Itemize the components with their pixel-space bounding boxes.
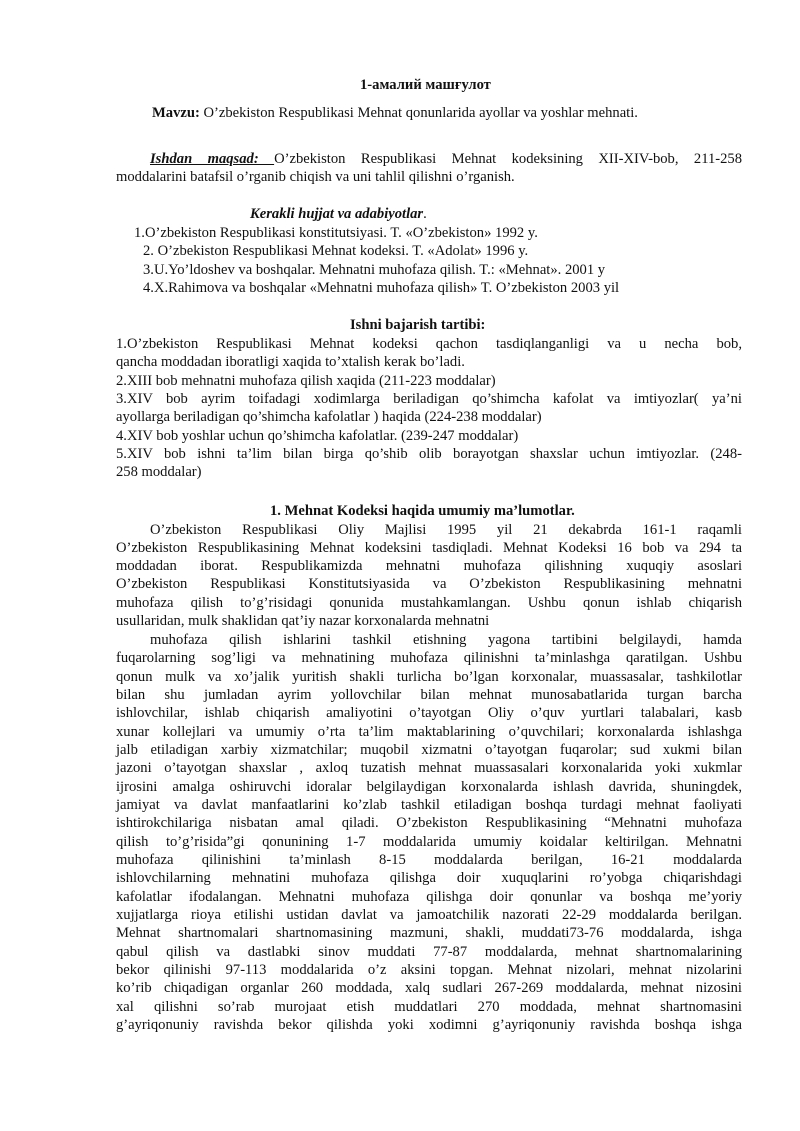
maqsad-line-2: moddalarini batafsil o’rganib chiqish va uni tahlil qilishni o’rganish.	[116, 169, 515, 185]
mavzu-text: O’zbekiston Respublikasi Mehnat qonunlarida ayollar va yoshlar mehnati.	[199, 105, 638, 121]
order-line: 5.XIV bob ishni ta’lim bilan birga qo’shib olib borayotgan shaxslar uchun imtiyozlar. (248-	[116, 446, 742, 462]
body-line: ishtirokchilariga nisbatan amal qiladi. O’zbekiston Respublikasining “Mehnatni muhofaza	[116, 815, 742, 831]
body-line: O’zbekiston Respublikasining Mehnat kodeksini tasdiqladi. Mehnat Kodeksi 16 bob va 294 ta	[116, 540, 742, 556]
order-title: Ishni bajarish tartibi:	[350, 317, 486, 333]
body-line: jazoni o’tayotgan shaxslar , axloq tuzatish mehnat muassasalari korxonalarida yoki xukmlar	[116, 760, 742, 776]
body-line: O’zbekiston Respublikasi Oliy Majlisi 1995 yil 21 dekabrda 161-1 raqamli	[150, 522, 742, 538]
body-line: xujjatlarga rioya etilishi ustidan davlat va jamoatchilik nazorati 22-29 moddalarda berilgan.	[116, 907, 742, 923]
literature-item: 2. O’zbekiston Respublikasi Mehnat kodeksi. T. «Adolat» 1996 y.	[143, 243, 529, 259]
order-line: 1.O’zbekiston Respublikasi Mehnat kodeksi qachon tasdiqlanganligi va u necha bob,	[116, 336, 742, 352]
mavzu-line	[152, 104, 638, 122]
order-line: 258 moddalar)	[116, 464, 202, 480]
body-line: usullaridan, mulk shaklidan qat’iy nazar korxonalarda mehnatni	[116, 613, 490, 629]
literature-item: 1.O’zbekiston Respublikasi konstitutsiyasi. T. «O’zbekiston» 1992 y.	[134, 225, 538, 241]
body-line: qilish to’g’risida”gi qonunining 1-7 moddalarida umumiy koidalar keltirilgan. Mehnatni	[116, 834, 742, 850]
order-line: 4.XIV bob yoshlar uchun qo’shimcha kafolatlar. (239-247 moddalar)	[116, 428, 519, 444]
order-line: qancha moddadan iboratligi xaqida to’xtalish kerak bo’ladi.	[116, 354, 465, 370]
body-line: qabul qilish va dastlabki sinov muddati 77-87 moddalarda, mehnat shartnomalarining	[116, 944, 742, 960]
maqsad-line-1	[150, 150, 742, 168]
body-line: muhofaza qilish to’g’risidagi qonunida mustahkamlangan. Ushbu qonun ishlab chiqarish	[116, 595, 742, 611]
body-line: jalb etiladigan xarbiy xizmatchilar; muqobil xizmatni o’tayotgan fuqarolar; sud xukmi bilan	[116, 742, 742, 758]
body-line: kafolatlar ifodalangan. Mehnatni muhofaza qilishga doir qonunlar va boshqa me’yoriy	[116, 889, 742, 905]
maqsad-label: Ishdan maqsad:	[150, 151, 275, 167]
body-line: moddadan iborat. Respublikamizda mehnatni muhofaza qilishning xuquqiy asoslari	[116, 558, 742, 574]
body-line: ijrosini amalga oshiruvchi idoralar belgilaydigan korxonalarda ishlash davrida, shuningdek,	[116, 779, 742, 795]
literature-title-dot: .	[423, 206, 427, 222]
body-line: muhofaza qilinishini ta’minlash 8-15 moddalarda berilgan, 16-21 moddalarda	[116, 852, 742, 868]
page-heading: 1-амалий машғулот	[360, 77, 491, 93]
body-line: ishlovchilarning mehnatini muhofaza qilishga doir xuquqlarini ro’yobga chiqarishdagi	[116, 870, 742, 886]
section-title: 1. Mehnat Kodeksi haqida umumiy ma’lumotlar.	[270, 503, 575, 519]
body-line: muhofaza qilish ishlarini tashkil etishning yagona tartibini belgilaydi, hamda	[150, 632, 742, 648]
body-line: xunar kollejlari va umumiy o’rta ta’lim maktablarining o’quvchilari; korxonalarda ishlashga	[116, 724, 742, 740]
literature-item: 4.X.Rahimova va boshqalar «Mehnatni muhofaza qilish» T. O’zbekiston 2003 yil	[143, 280, 620, 296]
maqsad-text-1: O’zbekiston Respublikasi Mehnat kodeksining XII-XIV-bob, 211-258	[274, 151, 743, 167]
body-line: O’zbekiston Respublikasi Konstitutsiyasida va O’zbekiston Respublikasining mehnatni	[116, 576, 742, 592]
literature-title: Kerakli hujjat va adabiyotlar	[250, 206, 424, 222]
literature-title-line	[250, 205, 427, 223]
body-line: g’ayriqonuniy ravishda bekor qilishda yoki xodimni g’ayriqonuniy ravishda boshqa ishga	[116, 1017, 742, 1033]
body-line: Mehnat shartnomalari shartnomasining mazmuni, shakli, muddati73-76 moddalarda, ishga	[116, 925, 742, 941]
mavzu-label: Mavzu:	[152, 105, 200, 121]
body-line: jamiyat va davlat manfaatlarini ko’zlab tashkil etiladigan boshqa turdagi mehnat faoliyati	[116, 797, 742, 813]
order-line: 2.XIII bob mehnatni muhofaza qilish xaqida (211-223 moddalar)	[116, 373, 496, 389]
body-line: qonun mulk va xo’jalik yuritish shakli turlicha bo’lgan korxonalar, muassasalar, tashkilotlar	[116, 669, 742, 685]
body-line: fuqarolarning sog’ligi va mehnatining muhofaza qilinishni ta’minlashga qaratilgan. Ushbu	[116, 650, 742, 666]
body-line: ishlovchilar, ishlab chiqarish amaliyotini o’tayotgan Oliy o’quv yurtlari talabalari, kasb	[116, 705, 742, 721]
body-line: xal qilishni so’rab murojaat etish muddatlari 270 moddada, mehnat shartnomasini	[116, 999, 742, 1015]
body-line: bilan shu jumladan ayrim yollovchilar bilan mehnat munosabatlarida turgan barcha	[116, 687, 742, 703]
body-line: ko’rib chiqadigan organlar 260 moddada, xalq sudlari 267-269 moddalarda, mehnat nizosini	[116, 980, 742, 996]
order-line: ayollarga beriladigan qo’shimcha kafolatlar ) haqida (224-238 moddalar)	[116, 409, 542, 425]
literature-item: 3.U.Yo’ldoshev va boshqalar. Mehnatni muhofaza qilish. T.: «Mehnat». 2001 y	[143, 262, 606, 278]
body-line: bekor qilinishi 97-113 moddalarida o’z aksini topgan. Mehnat nizolari, mehnat nizolarini	[116, 962, 742, 978]
order-line: 3.XIV bob ayrim toifadagi xodimlarga beriladigan qo’shimcha kafolat va imtiyozlar( ya’ni	[116, 391, 742, 407]
